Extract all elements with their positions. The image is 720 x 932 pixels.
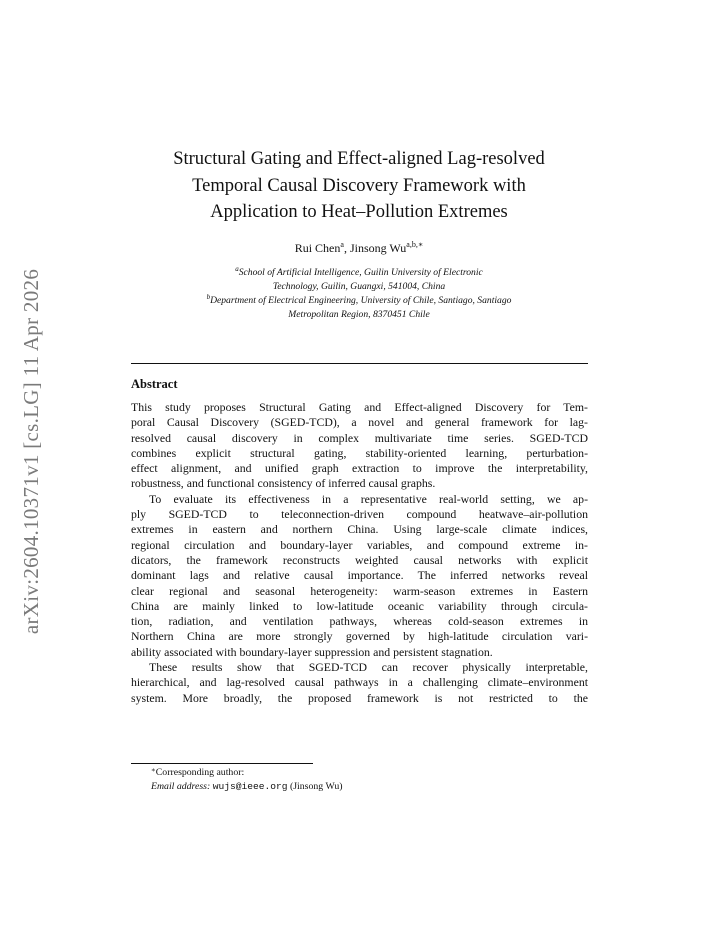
title-line-3: Application to Heat–Pollution Extremes	[210, 202, 508, 222]
abstract-line: ply SGED-TCD to teleconnection-driven compound heatwave–air-pollution	[131, 507, 588, 522]
abstract-line: These results show that SGED-TCD can recover physically interpretable,	[149, 660, 588, 675]
affiliation-line: Metropolitan Region, 8370451 Chile	[288, 309, 430, 320]
affiliation-line: Technology, Guilin, Guangxi, 541004, China	[272, 281, 446, 292]
abstract-line: This study proposes Structural Gating and Effect-aligned Discovery for Tem-	[131, 400, 588, 414]
abstract-paragraph-2	[131, 492, 588, 660]
abstract-line: ability associated with boundary-layer suppression and persistent stagnation.	[131, 644, 493, 659]
abstract-line: poral Causal Discovery (SGED-TCD), a novel and general framework for lag-	[131, 415, 588, 430]
author-affiliation-mark: a,b,∗	[406, 240, 424, 249]
author-list	[130, 240, 588, 256]
abstract-line: dominant lags and relative causal importance. The inferred networks reveal	[131, 568, 588, 583]
abstract-line: Northern China are more strongly governed by high-latitude circulation vari-	[131, 629, 588, 644]
email-owner: (Jinsong Wu)	[289, 781, 343, 792]
paper-title	[130, 146, 588, 226]
affiliation-line	[130, 294, 588, 308]
abstract-line: clear regional and seasonal heterogeneity: warm-season extremes in Eastern	[131, 583, 588, 598]
affiliation-text: School of Artificial Intelligence, Guilin University of Electronic	[238, 267, 483, 278]
author-separator: ,	[343, 241, 350, 255]
abstract-line: robustness, and functional consistency of inferred causal graphs.	[131, 476, 436, 491]
abstract-line: dicators, the framework reconstructs weighted causal networks with explicit	[131, 552, 588, 567]
abstract-line: effect alignment, and unified graph extraction to improve the interpretability,	[131, 461, 588, 476]
affiliation-b	[130, 294, 588, 322]
abstract-paragraph-1	[131, 400, 588, 492]
title-line-1: Structural Gating and Effect-aligned Lag-resolved	[173, 149, 545, 169]
email-label: Email address:	[151, 781, 211, 792]
abstract-line: hierarchical, and lag-resolved causal pathways in a challenging climate–environment	[131, 675, 588, 690]
affiliation-line	[130, 266, 588, 280]
abstract-line: extremes in eastern and northern China. Using large-scale climate indices,	[131, 522, 588, 537]
footnote	[151, 766, 342, 794]
arxiv-identifier-text: arXiv:2604.10371v1 [cs.LG] 11 Apr 2026	[19, 268, 44, 634]
title-line-2: Temporal Causal Discovery Framework with	[192, 175, 526, 196]
abstract-top-rule	[131, 363, 588, 364]
affiliation-mark: a	[235, 265, 239, 273]
abstract-line: system. More broadly, the proposed framework is not restricted to the	[131, 690, 588, 705]
abstract-line: China are mainly linked to low-latitude oceanic variability through circula-	[131, 598, 588, 613]
abstract-line: regional circulation and boundary-layer variables, and compound extreme in-	[131, 537, 588, 552]
affiliation-a	[130, 266, 588, 294]
author-name: Rui Chen	[294, 241, 341, 255]
abstract-line: tion, radiation, and ventilation pathways, whereas cold-season extremes in	[131, 614, 588, 629]
abstract-body	[131, 400, 588, 706]
affiliation-mark: b	[206, 293, 211, 301]
author-name: Jinsong Wu	[349, 241, 407, 255]
abstract-line: To evaluate its effectiveness in a representative real-world setting, we ap-	[149, 491, 588, 506]
abstract-paragraph-3	[131, 660, 588, 706]
corresponding-author-text: Corresponding author:	[155, 767, 245, 778]
abstract-line: resolved causal discovery in complex multivariate time series. SGED-TCD	[131, 430, 588, 445]
corresponding-author-note	[151, 766, 342, 780]
email-note	[151, 780, 342, 794]
email-address-link[interactable]: wujs@ieee.org	[212, 781, 288, 792]
abstract-line: combines explicit structural gating, stability-oriented learning, perturbation-	[131, 445, 588, 460]
abstract-heading: Abstract	[131, 377, 178, 391]
affiliation-text: Department of Electrical Engineering, University of Chile, Santiago, Santiago	[210, 295, 512, 306]
footnote-rule	[131, 763, 313, 764]
arxiv-identifier	[14, 258, 50, 644]
footnote-mark: ∗	[151, 766, 156, 774]
author-affiliation-mark: a	[340, 240, 344, 249]
